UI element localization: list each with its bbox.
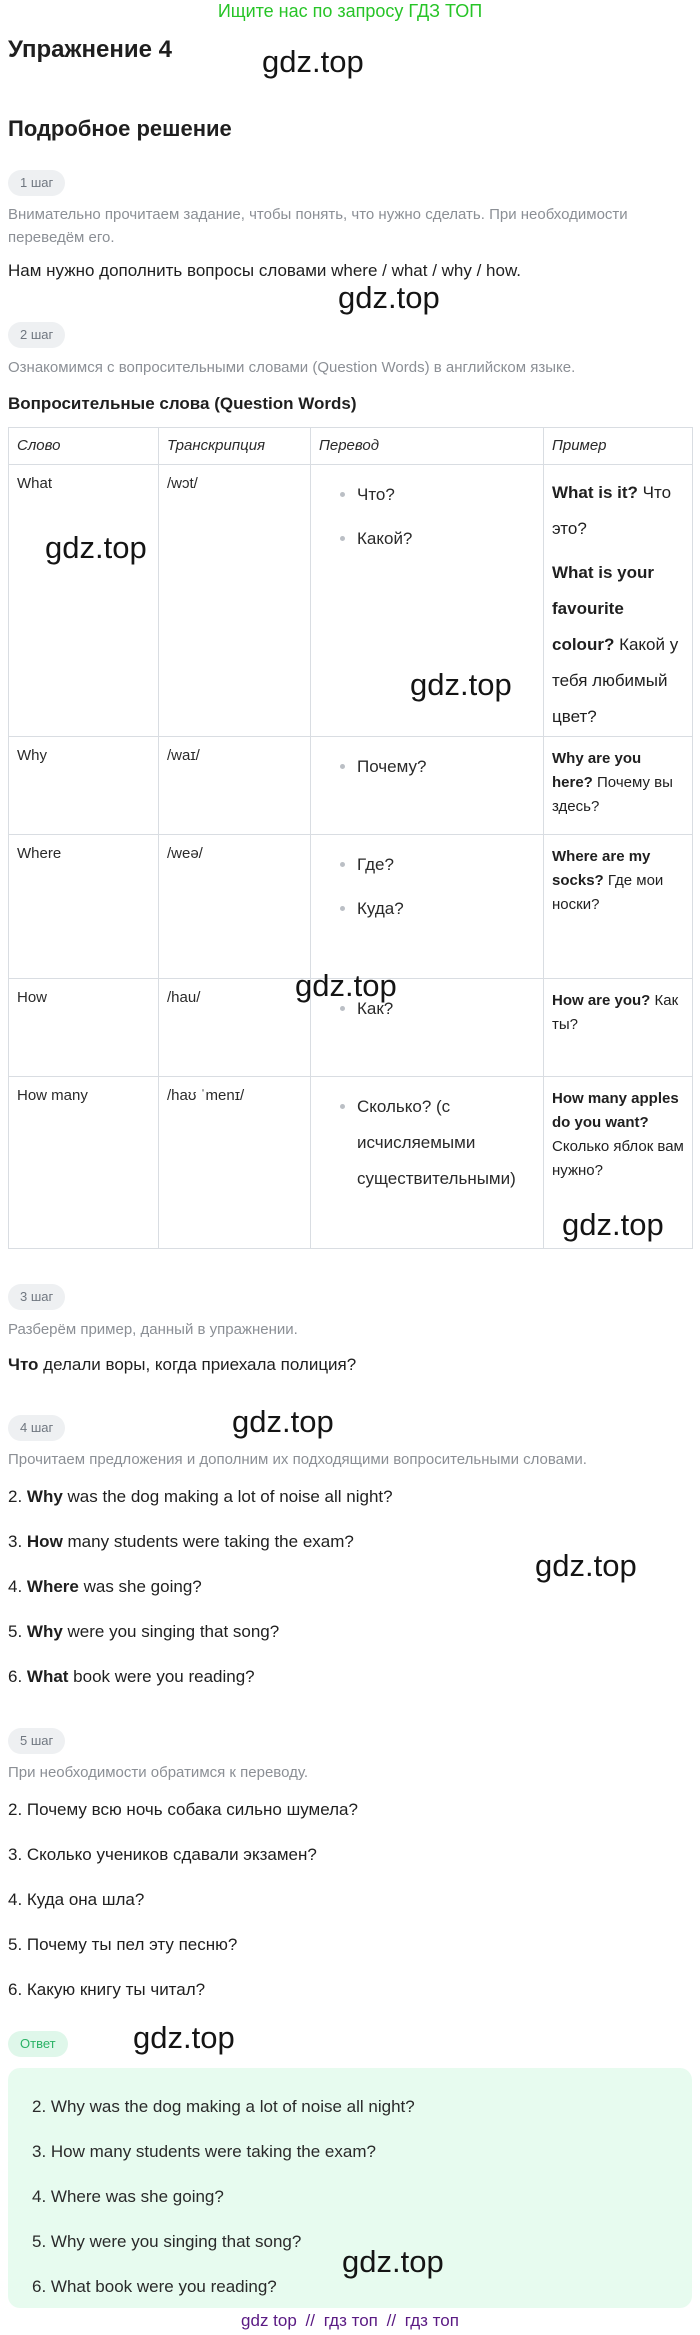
word-cell: Why [9,737,159,835]
search-hint-link[interactable]: Ищите нас по запросу ГДЗ ТОП [217,1,483,21]
step-5-text: При необходимости обратимся к переводу. [8,1764,309,1781]
item-text: was she going? [78,1577,202,1596]
translation-item: • Как? [357,991,539,1027]
watermark: gdz.top [295,968,397,1003]
item-number: 4. [8,1577,27,1596]
example-cell [544,465,693,737]
step-3-text: Разберём пример, данный в упражнении. [8,1321,298,1338]
example-text: Сколько яблок вам нужно? [552,1138,684,1179]
watermark: gdz.top [45,530,147,565]
item-text: book were you reading? [68,1667,255,1686]
s4-item [8,1575,694,1599]
footer-links [0,2310,700,2332]
transcription-cell: /hau/ [159,979,311,1077]
example-cell [544,835,693,979]
step-1-text: Внимательно прочитаем задание, чтобы понять, что нужно сделать. При необходимости переведём его. [8,206,628,246]
item-answer-word: How [26,1532,63,1551]
step-3-example [8,1353,694,1377]
example-text: Что это? [552,483,672,538]
section-title: Подробное решение [8,116,232,141]
table-row [9,737,693,835]
item-text: was the dog making a lot of noise all night? [62,1487,393,1506]
footer-link[interactable]: гдз топ [323,2311,378,2330]
table-subtitle: Вопросительные слова (Question Words) [8,394,357,413]
item-text: many students were taking the exam? [62,1532,354,1551]
s4-item [8,1620,694,1644]
watermark: gdz.top [410,667,512,702]
step-4-badge: 4 шаг [8,1415,65,1441]
translation-item: • Где? [357,847,539,883]
example-text: Где мои носки? [552,872,664,913]
watermark: gdz.top [342,2244,444,2279]
example-bold: Where are my socks? [552,848,651,889]
example-text: Какой у тебя любимый цвет? [552,635,679,726]
translation-item: • Куда? [357,891,539,927]
step-1-badge: 1 шаг [8,170,65,196]
answer-item: 4. Where was she going? [32,2187,224,2206]
watermark: gdz.top [562,1207,664,1242]
example-text: Почему вы здесь? [552,774,673,815]
item-answer-word: What [26,1667,69,1686]
word-cell: How many [9,1077,159,1249]
s5-item: 5. Почему ты пел эту песню? [8,1935,238,1954]
translation-item: • Какой? [357,521,539,557]
item-text: were you singing that song? [62,1622,280,1641]
example-bold: How are you? [552,992,651,1009]
example-bold: What is your favourite colour? [552,563,655,654]
transcription-cell: /waɪ/ [159,737,311,835]
answer-item: 6. What book were you reading? [32,2277,277,2296]
word-cell: What [9,465,159,737]
header-example: Пример [544,428,693,465]
s4-item [8,1665,694,1689]
translation-cell [311,737,544,835]
s5-item: 4. Куда она шла? [8,1890,145,1909]
item-answer-word: Why [26,1487,63,1506]
item-answer-word: Where [26,1577,79,1596]
example-cell [544,737,693,835]
example-bold: Why are you here? [552,750,642,791]
transcription-cell: /weə/ [159,835,311,979]
translation-cell [311,1077,544,1249]
transcription-cell: /haʊ ˈmenɪ/ [159,1077,311,1249]
s5-item: 3. Сколько учеников сдавали экзамен? [8,1845,317,1864]
step-2-badge: 2 шаг [8,322,65,348]
table-row [9,465,693,737]
answer-item: 3. How many students were taking the exam? [32,2142,376,2161]
watermark: gdz.top [535,1548,637,1583]
footer-link[interactable]: гдз топ [404,2311,459,2330]
item-number: 5. [8,1622,27,1641]
word-cell: Where [9,835,159,979]
translation-item: • Почему? [357,749,539,785]
translation-cell [311,835,544,979]
answer-item: 5. Why were you singing that song? [32,2232,302,2251]
table-header-row [9,428,693,465]
footer-separator: // [305,2311,315,2330]
answer-badge: Ответ [8,2031,68,2057]
watermark: gdz.top [262,44,364,79]
step-2-text: Ознакомимся с вопросительными словами (Question Words) в английском языке. [8,359,576,376]
step-4-text: Прочитаем предложения и дополним их подходящими вопросительными словами. [8,1451,587,1468]
footer-link[interactable]: gdz top [241,2311,297,2330]
example-bold: Что [8,1355,39,1374]
s5-item: 6. Какую книгу ты читал? [8,1980,206,1999]
example-bold: How many apples do you want? [552,1090,679,1131]
example-text: Как ты? [552,992,679,1033]
watermark: gdz.top [133,2020,235,2055]
item-number: 2. [8,1487,27,1506]
word-cell: How [9,979,159,1077]
item-number: 6. [8,1667,27,1686]
transcription-cell: /wɔt/ [159,465,311,737]
translation-item: • Что? [357,477,539,513]
s4-item [8,1485,694,1509]
s5-item: 2. Почему всю ночь собака сильно шумела? [8,1800,358,1819]
item-answer-word: Why [26,1622,63,1641]
step-3-badge: 3 шаг [8,1284,65,1310]
header-translation: Перевод [311,428,544,465]
watermark: gdz.top [338,280,440,315]
watermark: gdz.top [232,1404,334,1439]
translation-item: • Сколько? (с исчисляемыми существительными) [357,1089,539,1197]
step-1-main: Нам нужно дополнить вопросы словами where / what / why / how. [8,261,522,280]
example-cell [544,979,693,1077]
header-word: Слово [9,428,159,465]
page-title: Упражнение 4 [8,36,172,63]
footer-separator: // [386,2311,397,2330]
answer-item: 2. Why was the dog making a lot of noise all night? [32,2097,415,2116]
example-bold: What is it? [552,483,638,502]
table-row [9,835,693,979]
header-transcription: Транскрипция [159,428,311,465]
step-5-badge: 5 шаг [8,1728,65,1754]
item-number: 3. [8,1532,27,1551]
example-text: делали воры, когда приехала полиция? [38,1355,357,1374]
